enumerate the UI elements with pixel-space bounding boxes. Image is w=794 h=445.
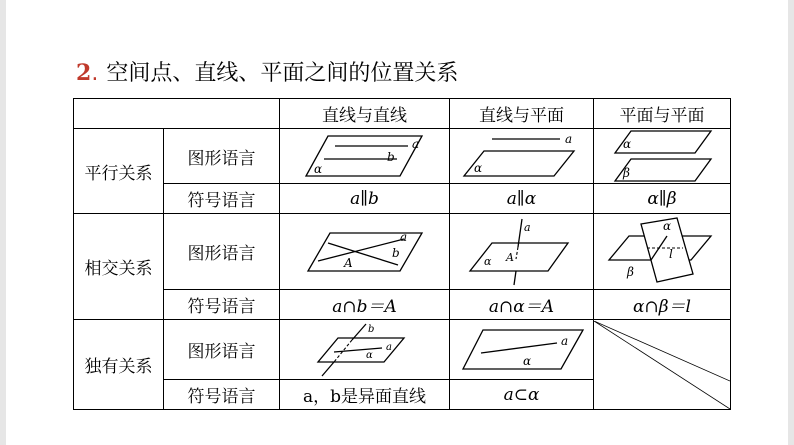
figure-cell bbox=[450, 320, 594, 380]
column-header-line-line: 直线与直线 bbox=[280, 99, 450, 129]
label-beta: β bbox=[623, 166, 630, 180]
parallel-planes-figure bbox=[609, 129, 715, 183]
figure-cell bbox=[450, 129, 594, 184]
label-a: a bbox=[560, 333, 568, 348]
section-number-dot: . bbox=[91, 61, 99, 86]
figure-cell bbox=[280, 129, 450, 184]
table-row bbox=[74, 129, 731, 184]
line-parallel-plane-figure bbox=[462, 131, 582, 181]
label-b: b bbox=[386, 150, 395, 164]
figure-cell bbox=[594, 214, 731, 290]
symbol-cell: a∥b bbox=[280, 184, 450, 214]
label-alpha: α bbox=[483, 254, 491, 268]
left-border-bar bbox=[0, 0, 6, 445]
symbol-cell: a∩α＝A bbox=[450, 290, 594, 320]
label-alpha: α bbox=[522, 353, 531, 368]
section-heading bbox=[76, 58, 458, 89]
symbol-language-label: 符号语言 bbox=[164, 290, 280, 320]
label-a: a bbox=[385, 341, 392, 353]
figure-cell bbox=[280, 320, 450, 380]
symbol-cell: a，b是异面直线 bbox=[280, 380, 450, 410]
table-row bbox=[74, 290, 731, 320]
symbol-cell: a∥α bbox=[450, 184, 594, 214]
label-alpha: α bbox=[663, 218, 672, 233]
symbol-cell: α∩β＝l bbox=[594, 290, 731, 320]
table-header-row bbox=[74, 99, 731, 129]
label-a: a bbox=[523, 220, 531, 234]
symbol-language-label: 符号语言 bbox=[164, 184, 280, 214]
label-A: A bbox=[505, 250, 514, 264]
symbol-cell: a∩b＝A bbox=[280, 290, 450, 320]
figure-language-label: 图形语言 bbox=[164, 129, 280, 184]
line-intersect-plane-figure bbox=[462, 217, 582, 287]
column-header-plane-plane: 平面与平面 bbox=[594, 99, 731, 129]
diagonal-lines bbox=[594, 321, 730, 409]
table-row bbox=[74, 320, 731, 380]
label-a: a bbox=[399, 229, 407, 244]
relation-label-parallel: 平行关系 bbox=[74, 129, 164, 214]
position-relation-table bbox=[73, 98, 731, 410]
label-a: a bbox=[564, 132, 572, 146]
symbol-language-label: 符号语言 bbox=[164, 380, 280, 410]
skew-lines-figure bbox=[300, 322, 430, 378]
empty-diagonal-cell bbox=[594, 320, 731, 410]
figure-cell bbox=[450, 214, 594, 290]
label-beta: β bbox=[627, 264, 634, 279]
section-title: 空间点、直线、平面之间的位置关系 bbox=[106, 61, 459, 86]
intersecting-lines-figure bbox=[300, 227, 430, 277]
label-alpha: α bbox=[473, 161, 482, 175]
label-b: b bbox=[367, 323, 374, 335]
label-alpha: α bbox=[313, 162, 322, 176]
line-in-plane-figure bbox=[457, 325, 587, 375]
parallel-lines-figure bbox=[300, 131, 430, 181]
header-empty-cell bbox=[74, 99, 280, 129]
right-border-bar bbox=[788, 0, 794, 445]
section-number: 2 bbox=[76, 60, 92, 86]
column-header-line-plane: 直线与平面 bbox=[450, 99, 594, 129]
label-l: l bbox=[669, 246, 673, 261]
label-A: A bbox=[343, 255, 353, 270]
figure-language-label: 图形语言 bbox=[164, 214, 280, 290]
relation-label-intersect: 相交关系 bbox=[74, 214, 164, 320]
figure-cell bbox=[594, 129, 731, 184]
symbol-cell: α∥β bbox=[594, 184, 731, 214]
relation-label-unique: 独有关系 bbox=[74, 320, 164, 410]
label-b: b bbox=[391, 245, 400, 260]
label-a: a bbox=[411, 137, 419, 151]
symbol-cell: a⊂α bbox=[450, 380, 594, 410]
table-row bbox=[74, 214, 731, 290]
figure-cell bbox=[280, 214, 450, 290]
figure-language-label: 图形语言 bbox=[164, 320, 280, 380]
table-row bbox=[74, 184, 731, 214]
label-alpha: α bbox=[365, 349, 373, 361]
label-alpha: α bbox=[623, 137, 632, 151]
intersecting-planes-figure bbox=[607, 216, 717, 288]
